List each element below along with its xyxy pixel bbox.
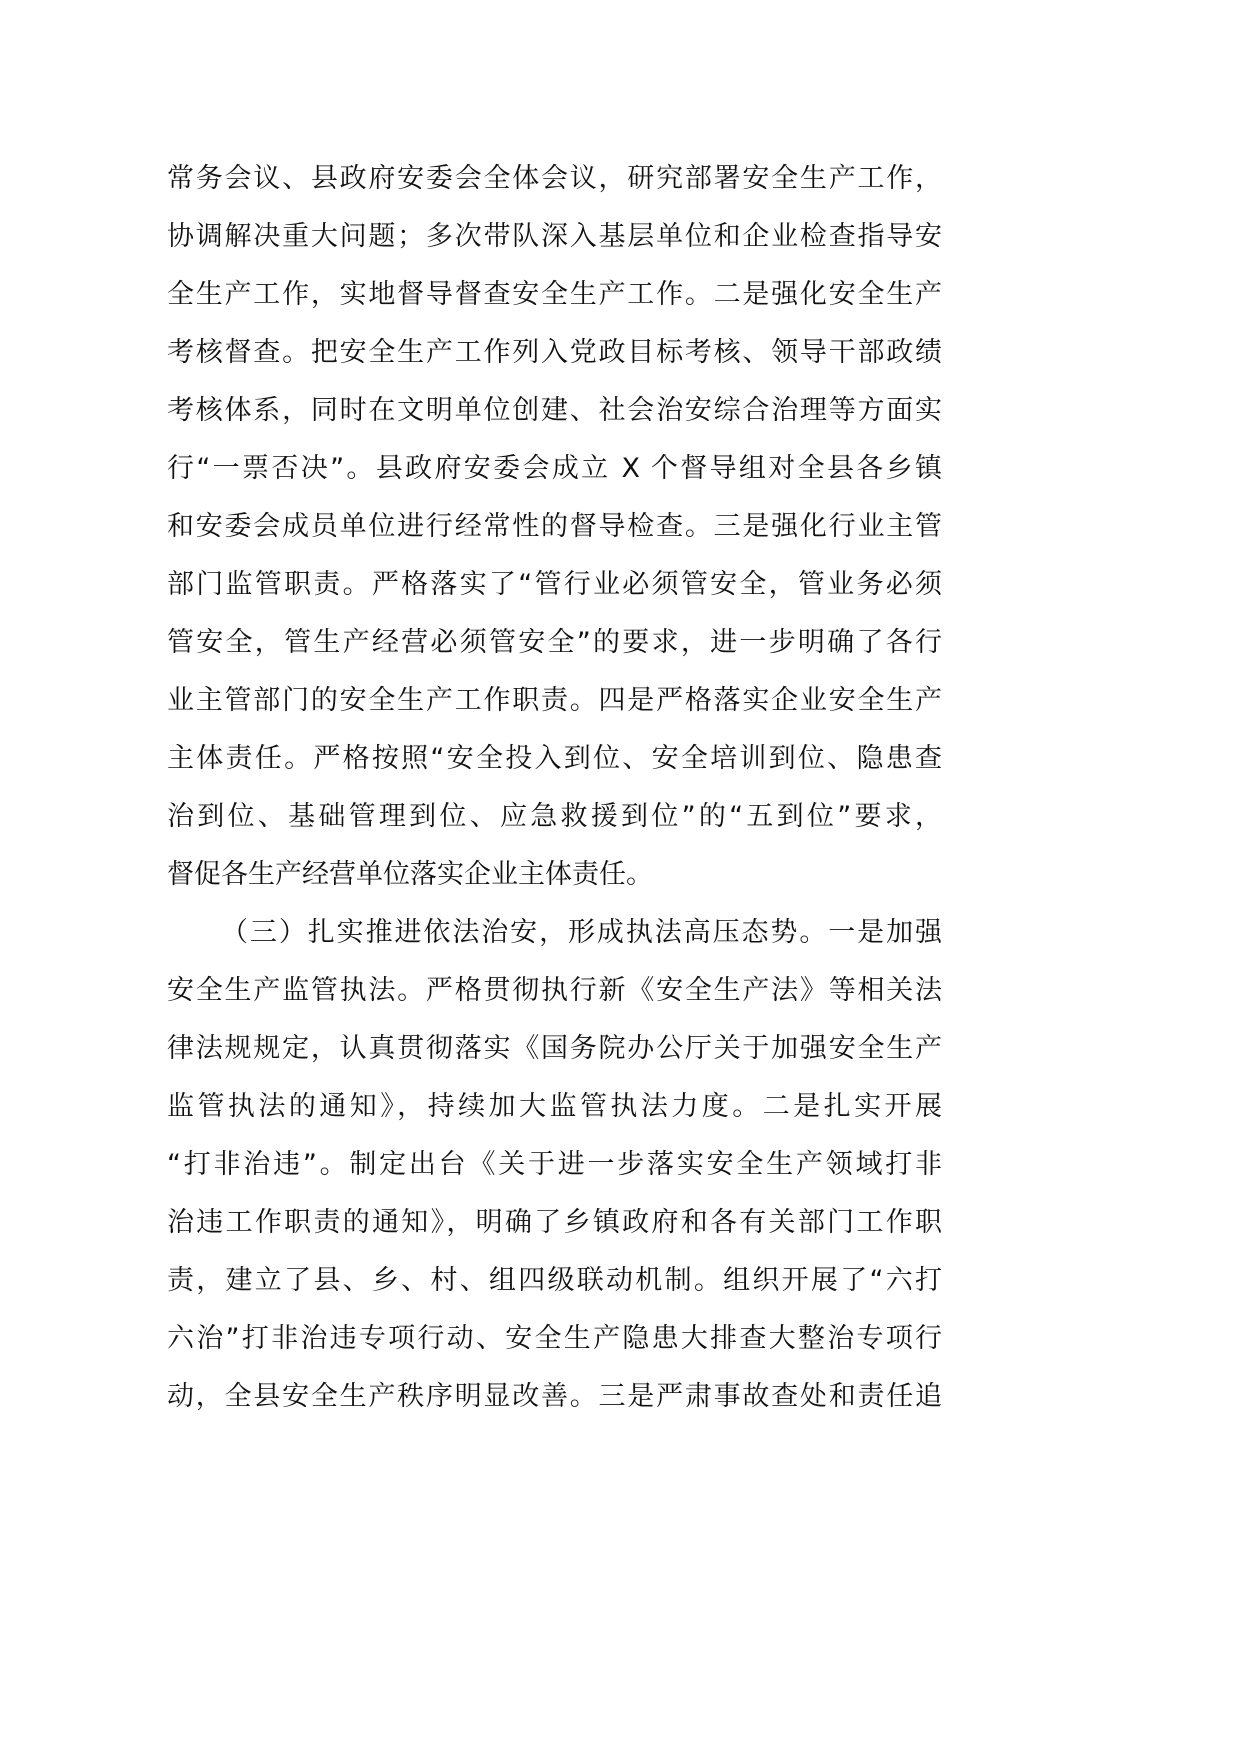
text-line: 部门监管职责。严格落实了“管行业必须管安全，管业务必须 [167,569,942,600]
paragraph-safety-responsibility [167,150,942,904]
text-line: 责，建立了县、乡、村、组四级联动机制。组织开展了“六打 [167,1265,942,1296]
document-body [167,150,942,1426]
text-line: 行“一票否决”。县政府安委会成立 X 个督导组对全县各乡镇 [167,453,942,484]
text-line: “打非治违”。制定出台《关于进一步落实安全生产领域打非 [167,1149,942,1180]
text-line: 律法规规定，认真贯彻落实《国务院办公厅关于加强安全生产 [167,1033,942,1064]
text-line: 监管执法的通知》，持续加大监管执法力度。二是扎实开展 [167,1091,942,1122]
text-line: 业主管部门的安全生产工作职责。四是严格落实企业安全生产 [167,685,942,716]
text-line: 治违工作职责的通知》，明确了乡镇政府和各有关部门工作职 [167,1207,942,1238]
text-line: （三）扎实推进依法治安，形成执法高压态势。一是加强 [221,917,942,948]
text-line: 动，全县安全生产秩序明显改善。三是严肃事故查处和责任追 [167,1381,942,1412]
text-line: 常务会议、县政府安委会全体会议，研究部署安全生产工作， [167,163,942,194]
text-line: 治到位、基础管理到位、应急救援到位”的“五到位”要求， [167,801,942,832]
text-line: 管安全，管生产经营必须管安全”的要求，进一步明确了各行 [167,627,942,658]
text-line: 安全生产监管执法。严格贯彻执行新《安全生产法》等相关法 [167,975,942,1006]
text-line: 协调解决重大问题；多次带队深入基层单位和企业检查指导安 [167,221,942,252]
paragraph-law-enforcement [167,904,942,1426]
text-line: 主体责任。严格按照“安全投入到位、安全培训到位、隐患查 [167,743,942,774]
text-line: 督促各生产经营单位落实企业主体责任。 [167,859,653,890]
text-line: 和安委会成员单位进行经常性的督导检查。三是强化行业主管 [167,511,942,542]
text-line: 考核体系，同时在文明单位创建、社会治安综合治理等方面实 [167,395,942,426]
text-line: 六治”打非治违专项行动、安全生产隐患大排查大整治专项行 [167,1323,942,1354]
text-line: 考核督查。把安全生产工作列入党政目标考核、领导干部政绩 [167,337,942,368]
text-line: 全生产工作，实地督导督查安全生产工作。二是强化安全生产 [167,279,942,310]
